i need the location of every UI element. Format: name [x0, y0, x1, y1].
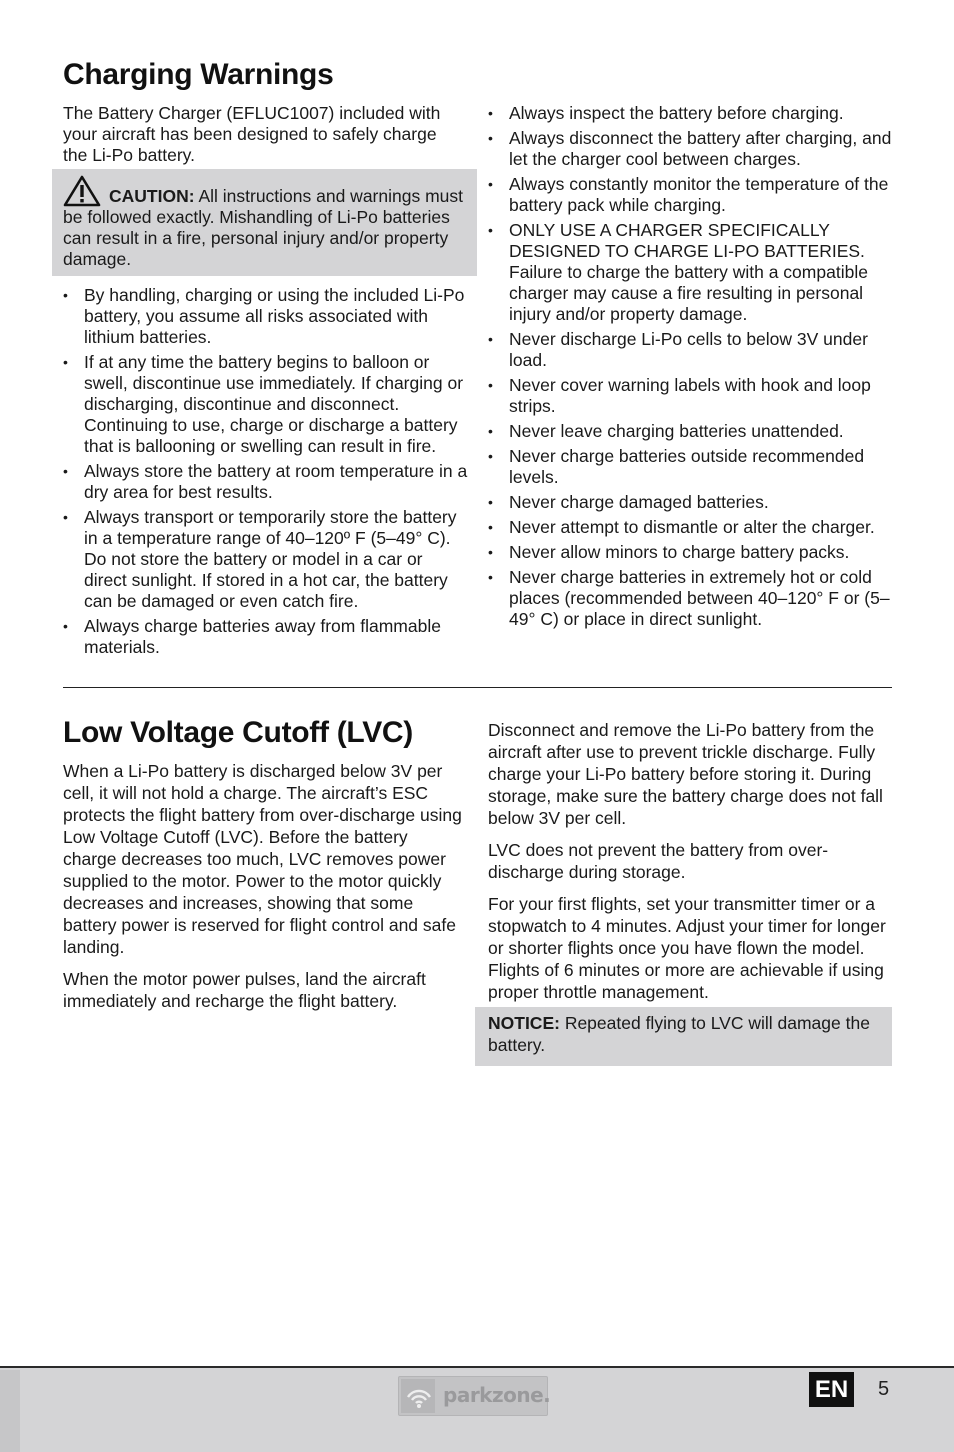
- list-item: • Never leave charging batteries unattended.: [488, 421, 892, 442]
- list-item: • If at any time the battery begins to balloon or swell, discontinue use immediately. If charging or discharging, discontinue and disconnect. Continuing to use, charge or discharge a battery that is ballooning or swelling can result in fire.: [63, 352, 469, 457]
- charging-warnings-title: Charging Warnings: [63, 58, 334, 91]
- lvc-paragraph: For your first flights, set your transmitter timer or a stopwatch to 4 minutes. Adjust your timer for longer or shorter flights once you have flown the model. Flights of 6 minutes or more are achievable if using proper throttle management.: [488, 894, 886, 1002]
- list-item: • Never cover warning labels with hook and loop strips.: [488, 375, 892, 417]
- caution-label: CAUTION:: [109, 186, 195, 206]
- warning-triangle-icon: [63, 175, 101, 207]
- notice-text: Repeated flying to LVC will damage the battery.: [488, 1013, 870, 1055]
- lvc-paragraph: When the motor power pulses, land the aircraft immediately and recharge the flight battery.: [63, 969, 426, 1011]
- parkzone-logo-icon: [405, 1383, 433, 1409]
- caution-content: [63, 175, 468, 270]
- section-divider: [63, 687, 892, 688]
- list-item: • Never attempt to dismantle or alter the charger.: [488, 517, 892, 538]
- list-item: • Never charge batteries in extremely hot or cold places (recommended between 40–120° F or (5–49° C) or place in direct sunlight.: [488, 567, 892, 630]
- caution-text: All instructions and warnings must be followed exactly. Mishandling of Li-Po batteries can result in a fire, personal injury and/or property damage.: [63, 186, 464, 269]
- charging-right-list: [488, 103, 892, 630]
- charging-intro: The Battery Charger (EFLUC1007) included with your aircraft has been designed to safely charge the Li-Po battery.: [63, 103, 441, 165]
- lvc-title: Low Voltage Cutoff (LVC): [63, 716, 413, 749]
- lvc-paragraph: Disconnect and remove the Li-Po battery from the aircraft after use to prevent trickle discharge. Fully charge your Li-Po battery before storing it. During storage, make sure the battery charge does not fall below 3V per cell.: [488, 720, 883, 828]
- page-number: 5: [878, 1378, 890, 1400]
- lvc-paragraph: When a Li-Po battery is discharged below 3V per cell, it will not hold a charge. The aircraft’s ESC protects the flight battery from over-discharge using Low Voltage Cutoff (LVC). Before the battery charge decreases too much, LVC removes power supplied to the motor. Power to the motor quickly decreases and increases, showing that some battery power is reserved for flight control and safe landing.: [63, 761, 462, 957]
- language-label: EN: [814, 1376, 849, 1403]
- notice-label: NOTICE:: [488, 1013, 560, 1033]
- list-item: • By handling, charging or using the included Li-Po battery, you assume all risks associated with lithium batteries.: [63, 285, 469, 348]
- list-item: • ONLY USE A CHARGER SPECIFICALLY DESIGNED TO CHARGE LI-PO BATTERIES. Failure to charge the battery with a compatible charger may cause a fire resulting in personal injury and/or property damage.: [488, 220, 892, 325]
- list-item: • Always charge batteries away from flammable materials.: [63, 616, 469, 658]
- list-item: • Never discharge Li-Po cells to below 3V under load.: [488, 329, 892, 371]
- parkzone-logo: [398, 1376, 551, 1416]
- list-item: • Never charge damaged batteries.: [488, 492, 892, 513]
- list-item: • Always disconnect the battery after charging, and let the charger cool between charges.: [488, 128, 892, 170]
- list-item: • Always transport or temporarily store the battery in a temperature range of 40–120º F (5–49° C). Do not store the battery or model in a car or direct sunlight. If stored in a hot car, the battery can be damaged or even catch fire.: [63, 507, 469, 612]
- footer-edge: [0, 1370, 20, 1452]
- brand-wordmark: parkzone.: [443, 1383, 551, 1407]
- list-item: • Always constantly monitor the temperature of the battery pack while charging.: [488, 174, 892, 216]
- list-item: • Always inspect the battery before charging.: [488, 103, 892, 124]
- list-item: • Always store the battery at room temperature in a dry area for best results.: [63, 461, 469, 503]
- list-item: • Never charge batteries outside recommended levels.: [488, 446, 892, 488]
- lvc-paragraph: LVC does not prevent the battery from over-discharge during storage.: [488, 840, 829, 882]
- charging-left-list: [63, 285, 469, 658]
- language-badge: [809, 1372, 854, 1407]
- list-item: • Never allow minors to charge battery packs.: [488, 542, 892, 563]
